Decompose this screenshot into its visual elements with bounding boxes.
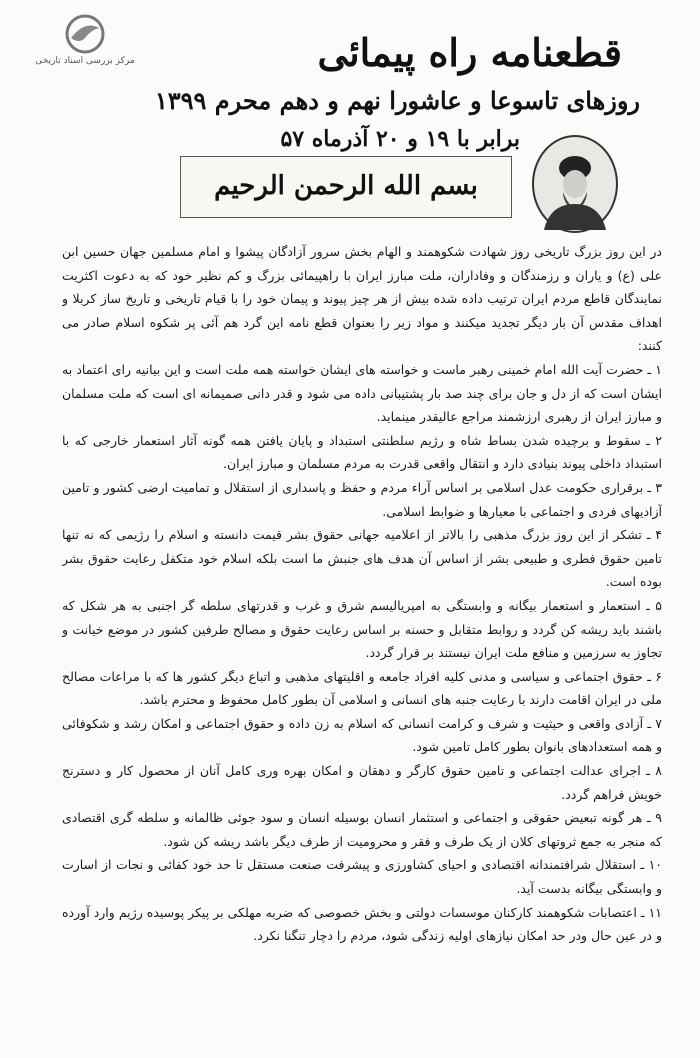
intro-paragraph: در این روز بزرگ تاریخی روز شهادت شکوهمند و الهام بخش سرور آزادگان پیشوا و امام مسلمین جهان حسین ابن علی (ع) و یاران و رزمندگان و وفاداران، ملت مبارز ایران با راهپیمائی بزرگ و کم نظیر خود که به دعوت اکثریت نمایندگان قاطع مردم ایران ترتیب داده شده بیش از هر چیز پیوند و پیمان خود را با قیام تاریخی و تاریخ ساز کربلا و اهداف مقدس آن بار دیگر تجدید میکنند و مواد زیر را بعنوان قطع نامه این گرد هم آئی پر شکوه اسلام صادر می کنند: bbox=[62, 244, 662, 354]
basmala-banner bbox=[180, 156, 512, 218]
document-title: قطعنامه راه پیمائی bbox=[317, 30, 622, 75]
resolution-item-4: ۴ ـ تشکر از این روز بزرگ مذهبی را بالاتر از اعلامیه جهانی حقوق بشر قیمت دانسته و اسلام را رژیمی که نه تنها تامین حقوق فطری و طبیعی بشر از اساس آن هدف های جنبش ما است بلکه اسلام خود متکفل رعایت حقوق بشر بوده است. bbox=[62, 527, 662, 590]
resolution-item-10: ۱۰ ـ استقلال شرافتمندانه اقتصادی و احیای کشاورزی و پیشرفت صنعت مستقل تا حد خود کفائی و نجات از اسارت و وابستگی بیگانه بدست آید. bbox=[62, 857, 662, 897]
resolution-item-6: ۶ ـ حقوق اجتماعی و سیاسی و مدنی کلیه افراد جامعه و اقلیتهای مذهبی و اتباع دیگر کشور ها که با مراعات مصالح ملی در ایران اقامت دارند با رعایت جنبه های انسانی و اسلامی آن بطور کامل محفوظ و محترم باشد. bbox=[62, 668, 662, 708]
resolution-item-8: ۸ ـ اجرای عدالت اجتماعی و تامین حقوق کارگر و دهقان و امکان بهره وری کامل آنان از محصول کار و دسترنج خویش فراهم گردد. bbox=[62, 763, 662, 802]
archive-caption: مرکز بررسی اسناد تاریخی bbox=[35, 56, 135, 66]
document-date-line: برابر با ۱۹ و ۲۰ آذرماه ۵۷ bbox=[280, 126, 520, 152]
resolution-item-9: ۹ ـ هر گونه تبعیض حقوقی و اجتماعی و استثمار انسان بوسیله انسان و سود جوئی ظالمانه و سلطه گری اقتصادی که منجر به جمع ثروتهای کلان از یک طرف و فقر و محرومیت از طرف دیگر باشد ریشه کن شود. bbox=[62, 810, 662, 849]
resolution-item-5: ۵ ـ استعمار و استعمار بیگانه و وابستگی به امپریالیسم شرق و غرب و قدرتهای سلطه گر اجنبی به هر شکل که باشند باید ریشه کن گردد و روابط متقابل و حسنه بر اساس رعایت حقوق و مصالح طرفین کشور در موضع خیانت و تجاوز به سرزمین و منافع ملت ایران نیستند بر قرار گردد. bbox=[62, 597, 662, 661]
resolution-item-2: ۲ ـ سقوط و برچیده شدن بساط شاه و رژیم سلطنتی استبداد و پایان یافتن همه گونه آثار استعمار خارجی که با استبداد داخلی پیوند بنیادی دارد و انتقال واقعی قدرت به مردم مسلمان و مبارز ایران. bbox=[62, 432, 662, 472]
archive-seal-icon bbox=[55, 14, 115, 54]
basmala-text: بسم الله الرحمن الرحیم bbox=[214, 171, 478, 201]
resolution-item-7: ۷ ـ آزادی واقعی و حیثیت و شرف و کرامت انسانی که اسلام به زن داده و حقوق اجتماعی و امکان رشد و شکوفائی و همه استعدادهای بانوان بطور کامل تامین شود. bbox=[62, 715, 662, 755]
document-body bbox=[62, 240, 662, 1040]
resolution-item-1: ۱ ـ حضرت آیت الله امام خمینی رهبر ماست و خواسته های ایشان خواسته همه ملت است و این بیانیه رای اعتماد به ایشان است که از دل و جان برای چند صد بار پشتیبانی داده می شود و قدر دانی صمیمانه ای است که ملت مسلمان و مبارز ایران از رهبری ارزشمند مراجع عالیقدر مینماید. bbox=[62, 361, 662, 425]
portrait-photo-icon bbox=[530, 134, 620, 234]
resolution-item-11: ۱۱ ـ اعتصابات شکوهمند کارکنان موسسات دولتی و بخش خصوصی که ضربه مهلکی بر پیکر پوسیده رژیم وارد آورده و در عین حال ودر حد امکان نیازهای اولیه زندگی شود، مردم را دچار تنگنا نکرد. bbox=[62, 904, 662, 944]
resolution-item-3: ۳ ـ برقراری حکومت عدل اسلامی بر اساس آراء مردم و حفظ و پاسداری از استقلال و تمامیت ارضی کشور و تامین آزادیهای فردی و اجتماعی با معیارها و ضوابط اسلامی. bbox=[62, 479, 662, 519]
document-subtitle: روزهای تاسوعا و عاشورا نهم و دهم محرم ۱۳۹۹ bbox=[154, 86, 640, 115]
archive-logo bbox=[30, 14, 140, 74]
